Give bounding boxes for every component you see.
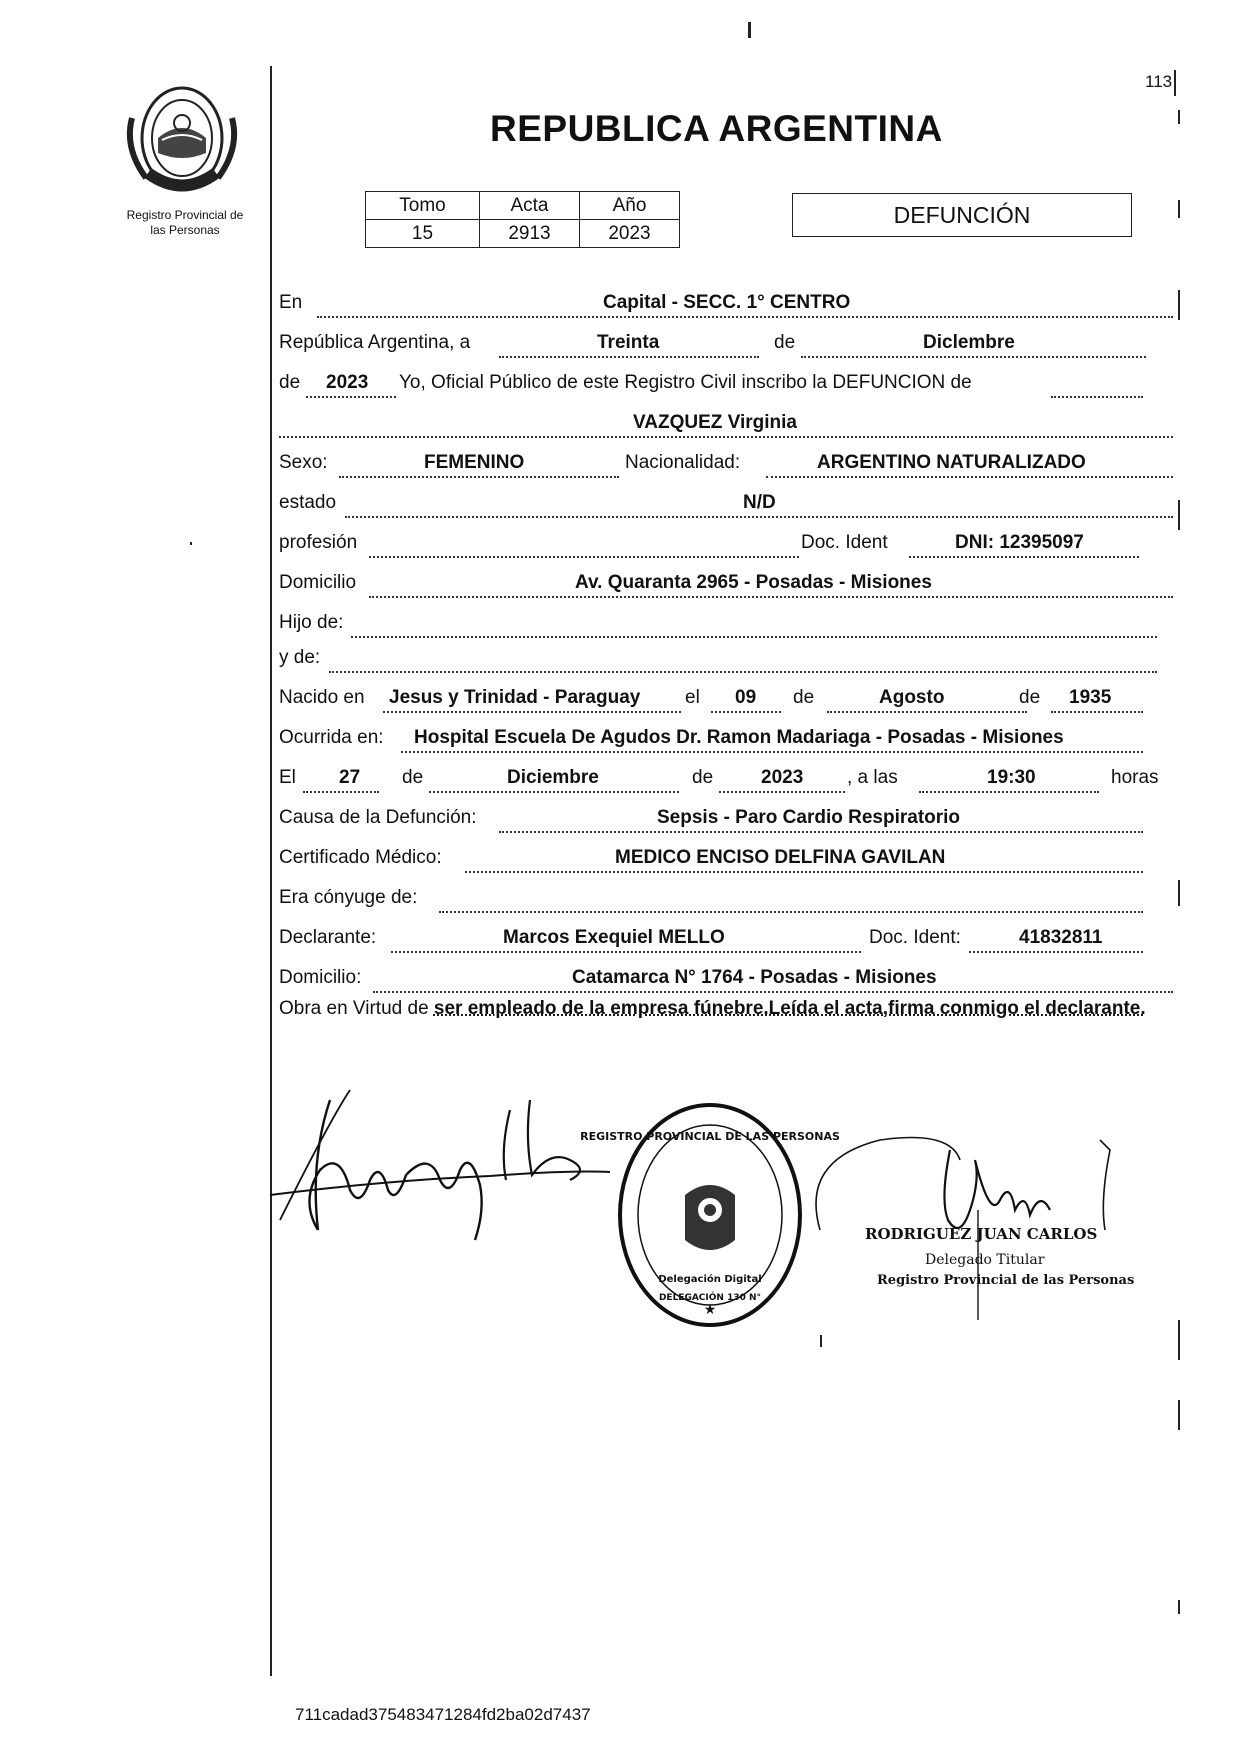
dotted-line [317,316,1173,318]
certificado-value: MEDICO ENCISO DELFINA GAVILAN [615,847,946,868]
tomo-header: Tomo [366,192,480,220]
declarante-value: Marcos Exequiel MELLO [503,927,725,948]
dotted-line [303,791,379,793]
record-type-box: DEFUNCIÓN [792,193,1132,237]
row-y-de [279,643,1179,673]
row-nacido [279,683,1179,713]
signatory-role: Delegado Titular [925,1252,1045,1268]
el-label: el [685,687,700,708]
death-time: 19:30 [987,767,1036,788]
star-icon: ★ [703,1302,717,1318]
dotted-line [1051,711,1143,713]
document-title: REPUBLICA ARGENTINA [490,108,943,149]
dotted-line [711,711,781,713]
dotted-line [279,436,1173,438]
dotted-line [719,791,845,793]
de-label: de [1019,687,1041,708]
declarant-signature [270,1080,610,1260]
month-value: Diclembre [923,332,1015,353]
scan-mark [190,542,192,545]
official-signature [800,1120,1130,1320]
inscribo-text: Yo, Oficial Público de este Registro Civil inscribo la DEFUNCION de [399,372,972,393]
de-label: de [692,767,714,788]
scan-mark [1178,110,1180,124]
seal-ring-text: REGISTRO PROVINCIAL DE LAS PERSONAS [580,1130,840,1143]
obra-en-virtud [279,995,1169,1023]
row-hijo-de [279,608,1179,638]
doc-value: DNI: 12395097 [955,532,1084,553]
profesion-label: profesión [279,532,358,553]
day-words: Treinta [597,332,660,353]
dotted-line [339,476,619,478]
nacido-label: Nacido en [279,687,365,708]
hijo-label: Hijo de: [279,612,344,633]
certificado-label: Certificado Médico: [279,847,442,868]
ocurrida-value: Hospital Escuela De Agudos Dr. Ramon Madariaga - Posadas - Misiones [414,727,1064,748]
signatory-name: RODRIGUEZ JUAN CARLOS [865,1225,1098,1243]
row-declarante [279,923,1179,953]
seal-inner-text: Delegación Digital [658,1274,762,1285]
dotted-line [306,396,396,398]
row-estado [279,488,1179,518]
row-fecha-defuncion [279,763,1179,793]
scan-mark [748,22,751,38]
doc-label: Doc. Ident [801,532,888,553]
dotted-line [391,951,861,953]
de-label: de [774,332,796,353]
issuer-line-1: Registro Provincial de [126,208,244,222]
row-fecha-inscripcion [279,328,1179,358]
dotted-line [969,951,1143,953]
row-en [279,288,1179,318]
dotted-line [401,751,1143,753]
de-label: de [402,767,424,788]
birth-day: 09 [735,687,757,708]
scan-mark [1178,1400,1180,1430]
death-year: 2023 [761,767,804,788]
ano-header: Año [580,192,680,220]
dotted-line [909,556,1139,558]
declarante-label: Declarante: [279,927,377,948]
seal-side-text: DELEGACIÓN 130 N° [658,1293,762,1303]
acta-value: 2913 [480,220,580,248]
sexo-label: Sexo: [279,452,328,473]
deceased-name: VAZQUEZ Virginia [633,412,797,433]
conyuge-label: Era cónyuge de: [279,887,418,908]
birth-month: Agosto [879,687,945,708]
dotted-line [383,711,681,713]
official-seal [580,1100,840,1330]
row-profesion [279,528,1179,558]
dotted-line [369,596,1173,598]
row-certificado [279,843,1179,873]
scan-mark [1178,1320,1180,1360]
causa-label: Causa de la Defunción: [279,807,477,828]
scan-mark [1178,200,1180,218]
domicilio-label: Domicilio [279,572,357,593]
domicilio-declarante-label: Domicilio: [279,967,362,988]
page-number: 113 [1145,72,1173,91]
en-label: En [279,292,303,313]
obra-prefix: Obra en Virtud de [279,998,429,1019]
margin-mark [1174,70,1176,96]
row-deceased-name [279,408,1179,438]
dotted-line [801,356,1146,358]
dotted-line [345,516,1173,518]
dotted-line [439,911,1143,913]
scan-mark [1178,880,1180,906]
row-sexo [279,448,1179,478]
scan-mark [1178,500,1180,530]
estado-label: estado [279,492,337,513]
scan-mark [820,1335,822,1347]
dotted-line [329,671,1157,673]
province-emblem [118,78,246,200]
domicilio-declarante-value: Catamarca N° 1764 - Posadas - Misiones [572,967,937,988]
dotted-line [1051,396,1143,398]
declarante-doc-value: 41832811 [1019,927,1103,948]
declarante-doc-label: Doc. Ident: [869,927,961,948]
domicilio-value: Av. Quaranta 2965 - Posadas - Misiones [575,572,932,593]
estado-value: N/D [743,492,776,513]
obra-text: ser empleado de la empresa fúnebre.Leída el acta,firma conmigo el declarante. [433,998,1146,1019]
left-margin-rule [270,66,272,1676]
sexo-value: FEMENINO [424,452,525,473]
dotted-line [827,711,1027,713]
horas-label: horas [1111,767,1159,788]
death-day: 27 [339,767,361,788]
issuer-line-2: las Personas [150,223,220,237]
dotted-line [919,791,1099,793]
dotted-line [429,791,679,793]
tomo-value: 15 [366,220,480,248]
dotted-line [369,556,799,558]
republica-label: República Argentina, a [279,332,471,353]
dotted-line [373,991,1173,993]
issuer-caption [100,208,270,238]
birth-place: Jesus y Trinidad - Paraguay [389,687,641,708]
dotted-line [351,636,1157,638]
document-hash: 711cadad375483471284fd2ba02d7437 [295,1705,591,1724]
nacionalidad-value: ARGENTINO NATURALIZADO [817,452,1086,473]
en-value: Capital - SECC. 1° CENTRO [603,292,851,313]
ocurrida-label: Ocurrida en: [279,727,384,748]
dotted-line [499,356,759,358]
nacionalidad-label: Nacionalidad: [625,452,741,473]
yde-label: y de: [279,647,321,668]
de-label: de [279,372,301,393]
dotted-line [766,476,1173,478]
ano-value: 2023 [580,220,680,248]
row-domicilio [279,568,1179,598]
year-value: 2023 [326,372,369,393]
death-month: Diciembre [507,767,599,788]
de-label: de [793,687,815,708]
row-domicilio-declarante [279,963,1179,993]
scan-mark [1178,290,1180,320]
el-label: El [279,767,296,788]
reference-table [365,191,680,248]
row-conyuge [279,883,1179,913]
signatory-office: Registro Provincial de las Personas [877,1273,1135,1288]
birth-year: 1935 [1069,687,1112,708]
alas-label: , a las [847,767,898,788]
dotted-line [465,871,1143,873]
causa-value: Sepsis - Paro Cardio Respiratorio [657,807,961,828]
dotted-line [499,831,1143,833]
scan-mark [1178,1600,1180,1614]
row-ocurrida [279,723,1179,753]
acta-header: Acta [480,192,580,220]
row-inscribo [279,368,1179,398]
row-causa [279,803,1179,833]
